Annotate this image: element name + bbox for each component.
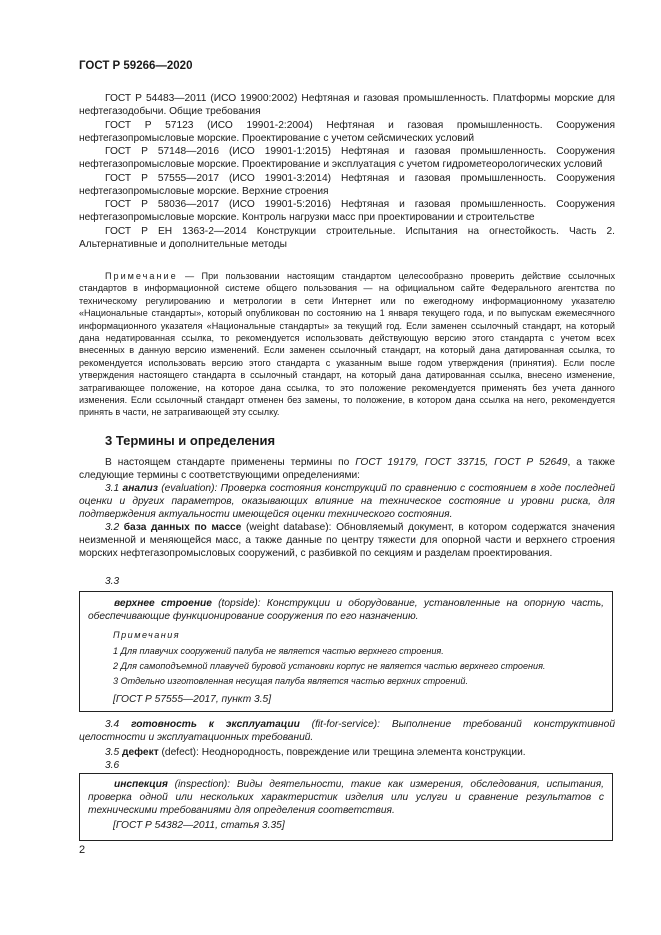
term-definition: (fit-for-service): Выполнение требований конструктивной целостности и эксплуатационных требований. xyxy=(79,719,615,743)
term-definition: (evaluation): Проверка состояния конструкций по сравнению с состоянием в ходе последней оценки и других параметров, оказывающих влияние на техническое состояние и уровни риска, для подтверждения актуальности имеющейся оценки технического состояния. xyxy=(79,483,615,520)
reference-item: ГОСТ Р 57555—2017 (ИСО 19901-3:2014) Нефтяная и газовая промышленность. Сооружения нефтегазопромысловые морские. Верхние строения xyxy=(79,172,615,197)
term-name: верхнее строение xyxy=(114,598,212,609)
term-definition: (defect): Неоднородность, повреждение или трещина элемента конструкции. xyxy=(158,747,526,758)
term-name: инспекция xyxy=(114,779,168,790)
intro-text: В настоящем стандарте применены термины по xyxy=(105,457,356,468)
term-number: 3.1 xyxy=(105,483,120,494)
term-definition: (weight database): Обновляемый документ, в котором содержатся значения неизменной и меняющейся масс, а также данные по центру тяжести для опорной части и верхнего строения морских нефтегазопромысловых сооружений, с разбивкой по секциям и разделам проектирования. xyxy=(79,522,615,559)
note-item: 3 Отдельно изготовленная несущая палуба является частью верхних строений. xyxy=(113,676,468,686)
section-title: 3 Термины и определения xyxy=(105,433,276,448)
reference-item: ГОСТ Р 57148—2016 (ИСО 19901-1:2015) Нефтяная и газовая промышленность. Сооружения нефтегазопромысловые морские. Проектирование и эксплуатация с учетом гидрометеорологических условий xyxy=(79,146,615,170)
term-name: дефект xyxy=(122,747,159,758)
note-item: 2 Для самоподъемной плавучей буровой установки корпус не является частью верхнего строения. xyxy=(113,661,546,671)
term-3-1 xyxy=(79,482,615,521)
section-intro xyxy=(79,456,615,482)
normative-references xyxy=(79,92,615,251)
intro-text-end: , а также следующие термины с соответствующими определениями: xyxy=(79,457,616,481)
document-header: ГОСТ Р 59266—2020 xyxy=(79,60,193,72)
term-3-6 xyxy=(88,778,604,817)
term-3-2 xyxy=(79,521,615,560)
term-name: анализ xyxy=(122,483,158,494)
term-number: 3.4 xyxy=(105,719,120,730)
term-number-3-3: 3.3 xyxy=(105,576,120,587)
note-item: 1 Для плавучих сооружений палуба не является частью верхнего строения. xyxy=(113,646,444,656)
term-box-3-6 xyxy=(79,773,613,841)
term-source: [ГОСТ Р 57555—2017, пункт 3.5] xyxy=(113,694,272,705)
term-3-4 xyxy=(79,718,615,744)
reference-item: ГОСТ Р 54483—2011 (ИСО 19900:2002) Нефтяная и газовая промышленность. Платформы морские для нефтегазодобычи. Общие требования xyxy=(79,93,615,117)
term-name: готовность к эксплуатации xyxy=(131,719,300,730)
reference-item: ГОСТ Р 58036—2017 (ИСО 19901-5:2016) Нефтяная и газовая промышленность. Сооружения нефтегазопромысловые морские. Контроль нагрузки масс при проектировании и строительстве xyxy=(79,199,615,223)
notes-label: Примечания xyxy=(113,630,181,640)
page-number: 2 xyxy=(79,844,86,856)
intro-references: ГОСТ 19179, ГОСТ 33715, ГОСТ Р 52649 xyxy=(355,457,568,468)
term-box-3-3 xyxy=(79,591,613,712)
term-number: 3.2 xyxy=(105,522,120,533)
reference-item: ГОСТ Р ЕН 1363-2—2014 Конструкции строительные. Испытания на огнестойкость. Часть 2. Альтернативные и дополнительные методы xyxy=(79,225,615,250)
term-definition: (inspection): Виды деятельности, такие как измерения, обследования, испытания, проверка одной или нескольких характеристик изделия или услуги и сравнение результатов с техническими требованиями для определения соответствия. xyxy=(88,779,604,816)
reference-item: ГОСТ Р 57123 (ИСО 19901-2:2004) Нефтяная и газовая промышленность. Сооружения нефтегазопромысловые морские. Проектирование с учетом сейсмических условий xyxy=(79,119,615,144)
term-3-3 xyxy=(88,597,604,623)
note-label: Примечание xyxy=(105,271,178,281)
term-name: база данных по массе xyxy=(123,522,242,533)
term-definition: (topside): Конструкции и оборудование, установленные на опорную часть, обеспечивающие функционирование сооружения по его назначению. xyxy=(88,598,604,622)
references-note xyxy=(79,270,615,419)
note-text: — При пользовании настоящим стандартом целесообразно проверить действие ссылочных стандартов в информационной системе общего пользования — на официальном сайте Федерального агентства по техническому регулированию и метрологии в сети Интернет или по ежегодному информационному указателю «Национальные стандарты», который опубликован по состоянию на 1 января текущего года, и по выпускам ежемесячного информационного указателя «Национальные стандарты» за текущий год. Если заменен ссылочный стандарт, на который дана недатированная ссылка, то рекомендуется использовать действующую версию этого стандарта с учетом всех внесенных в данную версию изменений. Если заменен ссылочный стандарт, на который дана датированная ссылка, то рекомендуется использовать версию этого стандарта с указанным выше годом утверждения (принятия). Если после утверждения настоящего стандарта в ссылочный стандарт, на который дана датированная ссылка, внесено изменение, затрагивающее положение, на которое дана ссылка, то это положение рекомендуется применять без учета данного изменения. Если ссылочный стандарт отменен без замены, то положение, в котором дана ссылка на него, рекомендуется принять в части, не затрагивающей эту ссылку. xyxy=(79,271,615,418)
term-source: [ГОСТ Р 54382—2011, статья 3.35] xyxy=(113,820,285,831)
term-number-3-6: 3.6 xyxy=(105,760,120,771)
term-3-5 xyxy=(79,746,615,759)
term-number: 3.5 xyxy=(105,747,120,758)
